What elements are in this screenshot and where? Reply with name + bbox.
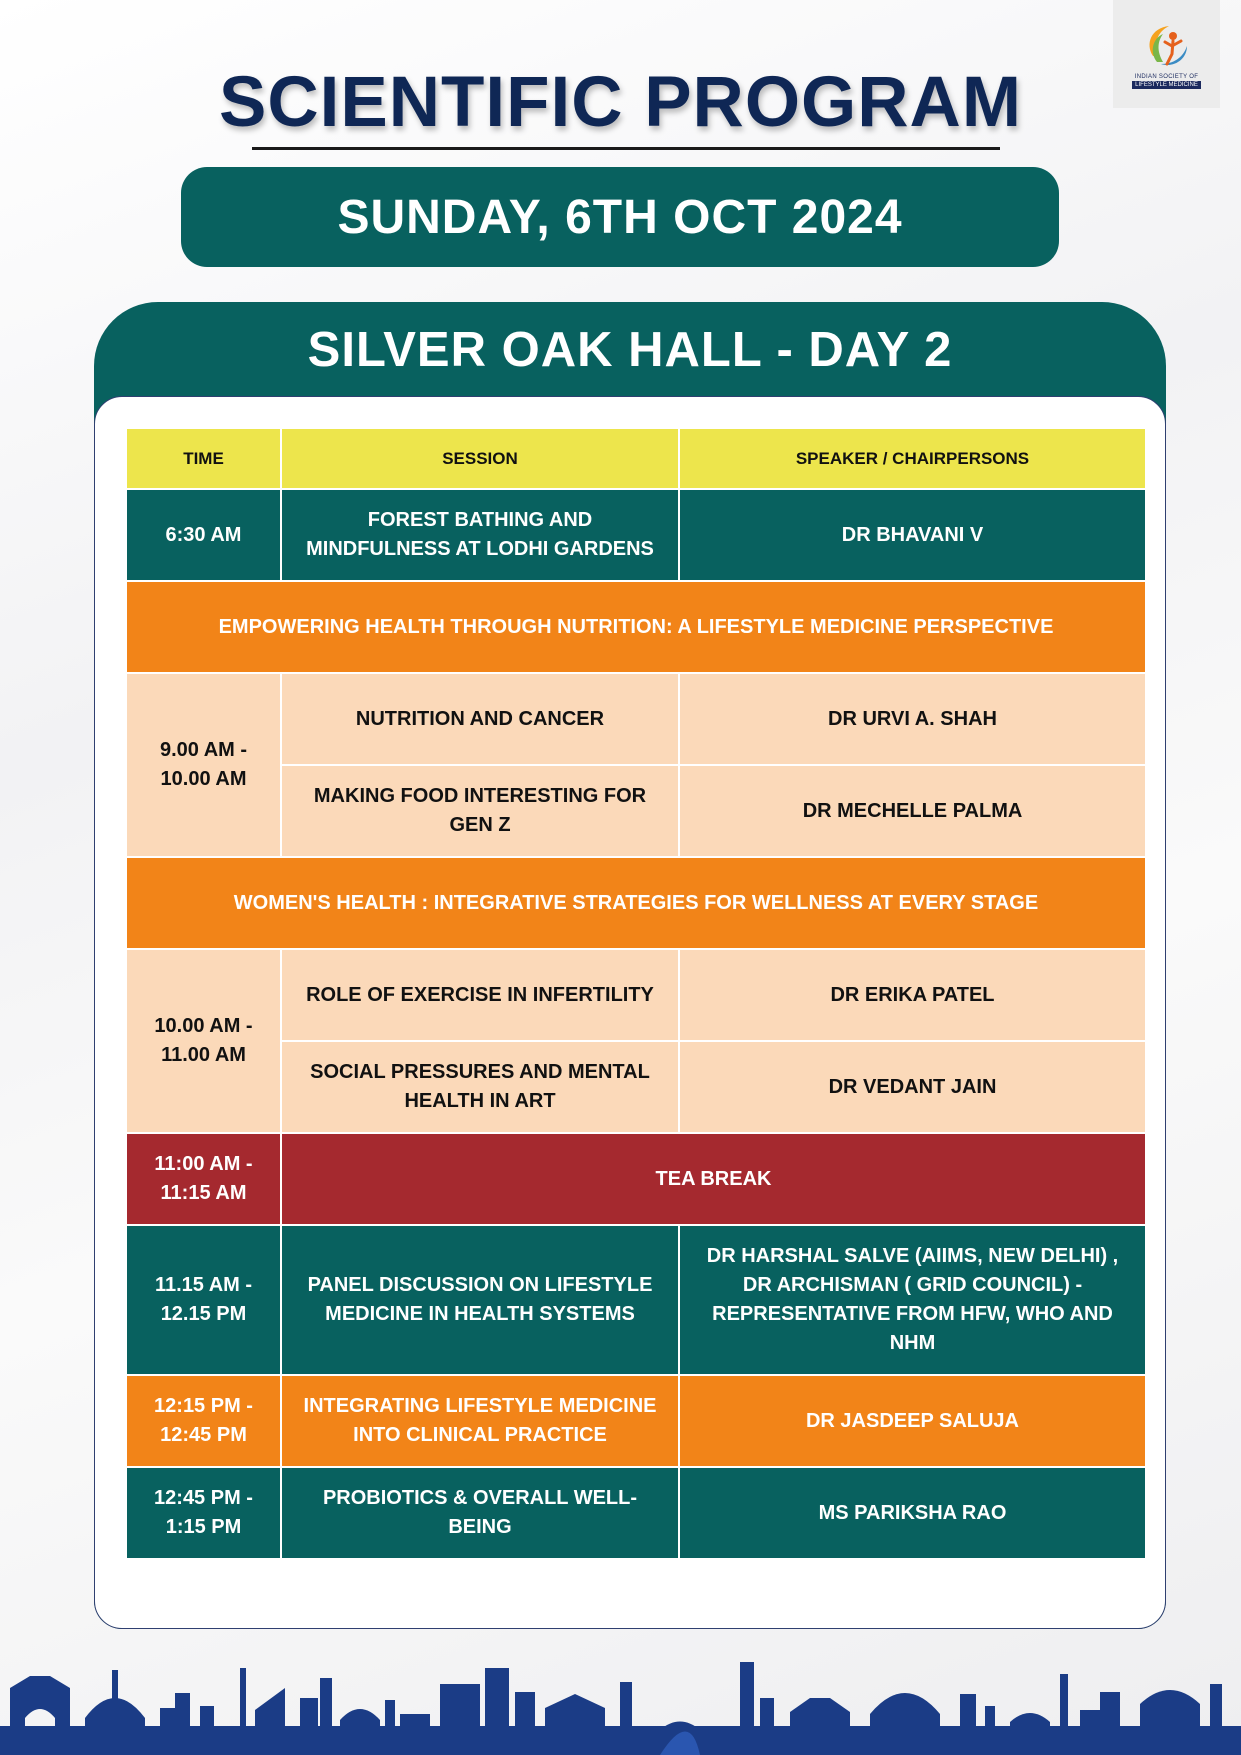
hall-title: SILVER OAK HALL - DAY 2 xyxy=(307,323,953,377)
session-cell: PANEL DISCUSSION ON LIFESTYLE MEDICINE IN HEALTH SYSTEMS xyxy=(281,1225,679,1375)
time-cell: 9.00 AM - 10.00 AM xyxy=(126,673,281,857)
session-cell: ROLE OF EXERCISE IN INFERTILITY xyxy=(281,949,679,1041)
speaker-cell: DR URVI A. SHAH xyxy=(679,673,1146,765)
header-speaker: SPEAKER / CHAIRPERSONS xyxy=(679,428,1146,489)
session-cell: PROBIOTICS & OVERALL WELL-BEING xyxy=(281,1467,679,1559)
speaker-cell: DR MECHELLE PALMA xyxy=(679,765,1146,857)
table-row xyxy=(126,1467,1146,1559)
time-cell: 11.15 AM - 12.15 PM xyxy=(126,1225,281,1375)
table-row xyxy=(126,949,1146,1041)
table-row xyxy=(126,1375,1146,1467)
logo-text-line2: LIFESTYLE MEDICINE xyxy=(1132,81,1201,89)
session-cell: MAKING FOOD INTERESTING FOR GEN Z xyxy=(281,765,679,857)
delhi-skyline-icon xyxy=(0,1648,1241,1755)
table-row xyxy=(126,489,1146,581)
time-cell: 12:15 PM - 12:45 PM xyxy=(126,1375,281,1467)
time-cell: 12:45 PM - 1:15 PM xyxy=(126,1467,281,1559)
section-banner: EMPOWERING HEALTH THROUGH NUTRITION: A LIFESTYLE MEDICINE PERSPECTIVE xyxy=(126,581,1146,673)
header-session: SESSION xyxy=(281,428,679,489)
session-cell: INTEGRATING LIFESTYLE MEDICINE INTO CLINICAL PRACTICE xyxy=(281,1375,679,1467)
speaker-cell: DR ERIKA PATEL xyxy=(679,949,1146,1041)
logo-text-line1: INDIAN SOCIETY OF xyxy=(1134,74,1199,80)
time-cell: 11:00 AM - 11:15 AM xyxy=(126,1133,281,1225)
speaker-cell: DR BHAVANI V xyxy=(679,489,1146,581)
session-cell: NUTRITION AND CANCER xyxy=(281,673,679,765)
table-row xyxy=(126,673,1146,765)
speaker-cell: MS PARIKSHA RAO xyxy=(679,1467,1146,1559)
speaker-cell: DR VEDANT JAIN xyxy=(679,1041,1146,1133)
title-underline xyxy=(252,147,1000,150)
session-cell: FOREST BATHING AND MINDFULNESS AT LODHI GARDENS xyxy=(281,489,679,581)
time-cell: 10.00 AM - 11.00 AM xyxy=(126,949,281,1133)
schedule-table xyxy=(125,427,1147,1560)
session-cell: SOCIAL PRESSURES AND MENTAL HEALTH IN ART xyxy=(281,1041,679,1133)
section-banner-row xyxy=(126,857,1146,949)
section-banner-row xyxy=(126,581,1146,673)
time-cell: 6:30 AM xyxy=(126,489,281,581)
tea-break-row xyxy=(126,1133,1146,1225)
schedule-panel xyxy=(94,396,1166,1629)
table-row xyxy=(126,1225,1146,1375)
date-banner: SUNDAY, 6TH OCT 2024 xyxy=(181,167,1059,267)
section-banner: WOMEN'S HEALTH : INTEGRATIVE STRATEGIES FOR WELLNESS AT EVERY STAGE xyxy=(126,857,1146,949)
speaker-cell: DR HARSHAL SALVE (AIIMS, NEW DELHI) , DR ARCHISMAN ( GRID COUNCIL) - REPRESENTATIVE FROM HFW, WHO AND NHM xyxy=(679,1225,1146,1375)
hall-card xyxy=(94,302,1166,1629)
tea-break-label: TEA BREAK xyxy=(281,1133,1146,1225)
page-title: SCIENTIFIC PROGRAM xyxy=(219,63,1022,142)
header-time: TIME xyxy=(126,428,281,489)
speaker-cell: DR JASDEEP SALUJA xyxy=(679,1375,1146,1467)
table-header-row xyxy=(126,428,1146,489)
